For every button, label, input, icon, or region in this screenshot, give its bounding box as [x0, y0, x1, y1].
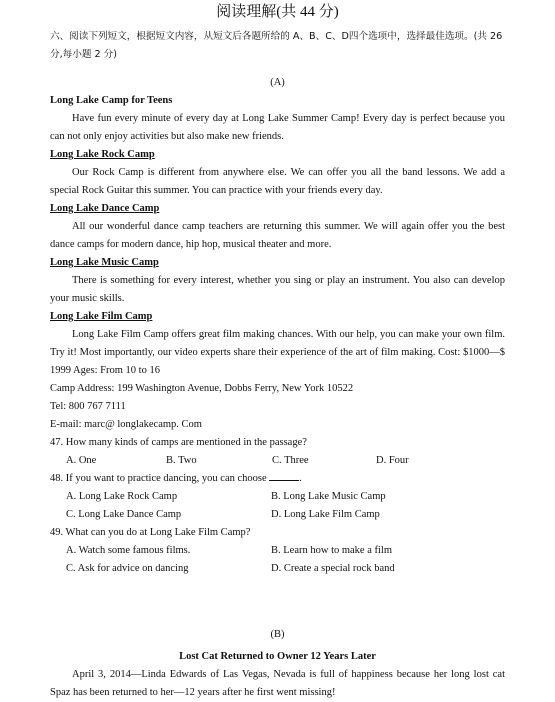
- option-b: B. Two: [166, 455, 197, 466]
- question-stem-text: 48. If you want to practice dancing, you can choose: [50, 473, 267, 484]
- instructions: 六、阅读下列短文，根据短文内容，从短文后各题所给的 A、B、C、D四个选项中，选择最佳选项。(共 26 分,每小题 2 分): [50, 31, 503, 60]
- question-options: [50, 542, 505, 578]
- camp-body-film: Long Lake Film Camp offers great film making chances. With our help, you can make your own film. Try it! Most importantly, our video experts share their experience of the art of film making. Cost: $1000—$ 1999 Ages: From 10 to 16: [50, 329, 505, 376]
- option-b: B. Long Lake Music Camp: [271, 491, 386, 502]
- camp-address: Camp Address: 199 Washington Avenue, Dobbs Ferry, New York 10522: [50, 383, 354, 394]
- question-47: [50, 434, 505, 470]
- camp-body-teens: Have fun every minute of every day at Long Lake Summer Camp! Every day is perfect because you can not only enjoy activities but also make new friends.: [50, 113, 505, 142]
- question-stem: 47. How many kinds of camps are mentioned in the passage?: [50, 437, 307, 448]
- section-title: 阅读理解(共 44 分): [216, 4, 339, 20]
- option-d: D. Four: [376, 455, 409, 466]
- camp-heading-film: Long Lake Film Camp: [50, 311, 153, 322]
- passage-b-label: (B): [270, 629, 285, 640]
- question-stem-end: .: [299, 473, 302, 484]
- option-a: A. Long Lake Rock Camp: [66, 491, 178, 502]
- question-49: [50, 524, 505, 578]
- camp-heading-dance: Long Lake Dance Camp: [50, 203, 160, 214]
- camp-heading-music: Long Lake Music Camp: [50, 257, 159, 268]
- option-a: A. One: [66, 455, 97, 466]
- passage-a: [50, 92, 505, 434]
- question-stem: [50, 470, 505, 488]
- passage-a-label: (A): [270, 77, 285, 88]
- question-stem: 49. What can you do at Long Lake Film Camp?: [50, 527, 251, 538]
- camp-body-dance: All our wonderful dance camp teachers are returning this summer. We will again offer you the best dance camps for modern dance, hip hop, musical theater and more.: [50, 221, 505, 250]
- option-c: C. Ask for advice on dancing: [66, 563, 189, 574]
- passage-b-body: April 3, 2014—Linda Edwards of Las Vegas, Nevada is full of happiness because her long lost cat Spaz has been returned to her—12 years after he first went missing!: [50, 669, 505, 698]
- camp-heading-rock: Long Lake Rock Camp: [50, 149, 155, 160]
- question-48: [50, 470, 505, 524]
- camp-body-rock: Our Rock Camp is different from anywhere else. We can offer you all the band lessons. We add a special Rock Guitar this summer. You can practice with your friends every day.: [50, 167, 505, 196]
- camp-tel: Tel: 800 767 7111: [50, 401, 126, 412]
- question-options: [50, 452, 505, 470]
- option-c: C. Three: [272, 455, 309, 466]
- answer-blank: [269, 471, 299, 481]
- camp-email: E-mail: marc@ longlakecamp. Com: [50, 419, 202, 430]
- spacer: [50, 578, 505, 616]
- option-a: A. Watch some famous films.: [66, 545, 191, 556]
- option-d: D. Long Lake Film Camp: [271, 509, 380, 520]
- option-b: B. Learn how to make a film: [271, 545, 393, 556]
- option-d: D. Create a special rock band: [271, 563, 395, 574]
- passage-b-title: Lost Cat Returned to Owner 12 Years Later: [179, 651, 376, 662]
- camp-body-music: There is something for every interest, whether you sing or play an instrument. You also can develop your music skills.: [50, 275, 505, 304]
- camp-heading-teens: Long Lake Camp for Teens: [50, 95, 173, 106]
- question-options: [50, 488, 505, 524]
- option-c: C. Long Lake Dance Camp: [66, 509, 182, 520]
